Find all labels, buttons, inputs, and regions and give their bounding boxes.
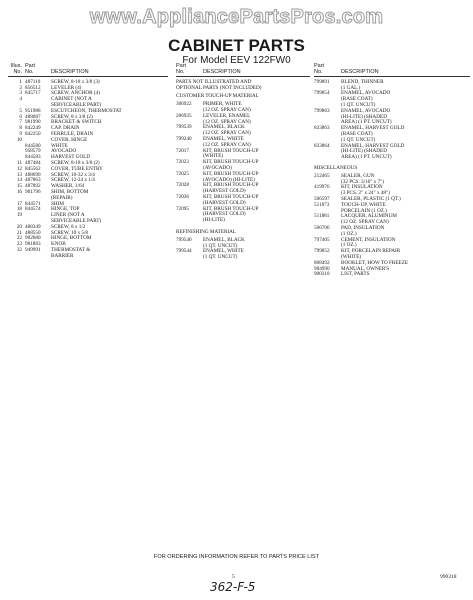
part-number: 306922 bbox=[176, 101, 192, 108]
illus-number: 13 bbox=[16, 171, 22, 178]
part-description: SCREW, 12-24 x 1/4 bbox=[51, 177, 95, 184]
illus-number: 16 bbox=[16, 188, 22, 195]
part-description: LACQUER, ALUMINUM (12 OZ. SPRAY CAN) bbox=[341, 213, 397, 226]
part-description: FERRULE, DRAIN bbox=[51, 130, 94, 137]
part-description: ESCUTCHEON, THERMOSTAT bbox=[51, 107, 122, 114]
section-heading: MISCELLANEOUS bbox=[314, 164, 358, 171]
part-description: BLEND, THINNER (1 GAL.) bbox=[341, 78, 384, 91]
part-number: 488687 bbox=[25, 113, 41, 120]
part-number: 844583 bbox=[25, 154, 41, 161]
illus-number: 10 bbox=[16, 136, 22, 143]
section-heading: REFINISHING MATERIAL bbox=[176, 228, 237, 235]
parts-row bbox=[314, 174, 470, 186]
part-description: SHIM, BOTTOM (REPAIR) bbox=[51, 188, 89, 201]
part-number: 488349 bbox=[25, 223, 41, 230]
part-description: LIST, PARTS bbox=[341, 271, 370, 278]
part-description: SCREW, 8-18 x 3/8 (3) bbox=[51, 78, 100, 85]
parts-row bbox=[176, 195, 310, 207]
illus-number: 20 bbox=[16, 223, 22, 230]
part-number: 808492 bbox=[314, 259, 330, 266]
part-number: 506597 bbox=[314, 195, 330, 202]
part-description: SEALER, PLASTIC (1 QT.) bbox=[341, 195, 401, 202]
part-header-top: Part bbox=[176, 63, 187, 69]
page-subtitle: For Model EEV 122FW0 bbox=[182, 55, 291, 66]
part-number: 842250 bbox=[25, 130, 41, 137]
illus-number: 15 bbox=[16, 183, 22, 190]
part-description: COVER, TUBE ENTRY bbox=[51, 165, 103, 172]
illus-number: 6 bbox=[19, 113, 22, 120]
part-number: 958579 bbox=[25, 148, 41, 155]
part-number: 72095 bbox=[176, 205, 189, 212]
part-description: ENAMEL, HARVEST GOLD (BASE COAT) (1 QT. UNCUT) bbox=[341, 125, 405, 143]
col1-list bbox=[8, 80, 168, 260]
part-description: LEVELER (4) bbox=[51, 84, 82, 91]
column-header bbox=[176, 63, 310, 77]
part-description: ENAMEL, BLACK (1 QT. UNCUT) bbox=[203, 236, 245, 249]
parts-column-1 bbox=[8, 63, 168, 260]
parts-row bbox=[314, 272, 470, 278]
parts-column-3 bbox=[314, 63, 470, 278]
part-number: 72023 bbox=[176, 159, 189, 166]
illus-number: 2 bbox=[19, 84, 22, 91]
part-number: 799540 bbox=[176, 236, 192, 243]
description-header: DESCRIPTION bbox=[203, 69, 241, 75]
part-number: 72025 bbox=[176, 170, 189, 177]
parts-column-2 bbox=[176, 63, 310, 261]
part-description: KIT, PORCELAIN REPAIR (WHITE) bbox=[341, 248, 401, 260]
column-header bbox=[8, 63, 168, 77]
part-description: CEMENT, INSULATION (1 OZ.) bbox=[341, 236, 396, 249]
part-number: 212465 bbox=[314, 172, 330, 179]
part-description: HINGE, TOP bbox=[51, 206, 80, 213]
illus-header-top: Illus. bbox=[10, 63, 22, 69]
illus-number: 17 bbox=[16, 200, 22, 207]
parts-row bbox=[176, 207, 310, 224]
part-description: KIT, BRUSH TOUCH-UP (WHITE) bbox=[203, 147, 259, 160]
part-number: 799544 bbox=[176, 248, 192, 255]
part-number: 72036 bbox=[176, 193, 189, 200]
illus-number: 9 bbox=[19, 130, 22, 137]
part-number: 949991 bbox=[25, 246, 41, 253]
part-description: SCREW, 8 x 1/2 bbox=[51, 223, 86, 230]
part-number: 844580 bbox=[25, 142, 41, 149]
part-description: SCREW, 8 x 3/8 (2) bbox=[51, 113, 93, 120]
parts-row bbox=[314, 80, 470, 92]
part-number: 981796 bbox=[25, 188, 41, 195]
illus-number: 23 bbox=[16, 241, 22, 248]
part-number: 487863 bbox=[25, 177, 41, 184]
page-number: 5 bbox=[232, 574, 235, 580]
parts-row bbox=[314, 109, 470, 126]
handwritten-note: 362-F-5 bbox=[210, 580, 256, 594]
section-heading: CUSTOMER TOUCH-UP MATERIAL bbox=[176, 93, 259, 100]
part-description: BOOKLET, HOW TO FREEZE bbox=[341, 259, 409, 266]
part-number: 799891 bbox=[314, 78, 330, 85]
parts-row bbox=[314, 249, 470, 261]
part-description: HINGE, BOTTOM bbox=[51, 235, 92, 242]
illus-number: 11 bbox=[17, 159, 22, 166]
description-header: DESCRIPTION bbox=[341, 69, 379, 75]
part-description: SCREW, 10 x 5/8 bbox=[51, 229, 88, 236]
col3-list-2 bbox=[314, 174, 470, 278]
part-description: LINER (NOT A SERVICEABLE PART) bbox=[51, 212, 102, 224]
part-number: 856512 bbox=[25, 84, 41, 91]
part-description: PRIMER, WHITE (12 OZ. SPRAY CAN) bbox=[203, 101, 251, 113]
parts-row bbox=[8, 248, 168, 260]
part-number: 799854 bbox=[314, 90, 330, 97]
illus-number: 8 bbox=[19, 125, 22, 132]
parts-row bbox=[314, 126, 470, 143]
illus-number: 19 bbox=[16, 212, 22, 219]
part-number: 72028 bbox=[176, 182, 189, 189]
part-description: HARVEST GOLD bbox=[51, 154, 91, 161]
part-description: ENAMEL, BLACK (12 OZ. SPRAY CAN) bbox=[203, 124, 251, 137]
parts-row bbox=[176, 249, 310, 261]
part-description: ENAMEL, AVOCADO (HI-LITE) (SHADED AREA) (1 PT. UNCUT) bbox=[341, 107, 392, 126]
part-description: PAD, INSULATION (1 OZ.) bbox=[341, 224, 385, 237]
parts-row bbox=[8, 213, 168, 225]
part-number: 799863 bbox=[314, 107, 330, 114]
illus-number: 21 bbox=[16, 229, 22, 236]
col3-list-1 bbox=[314, 80, 470, 161]
part-number: 419976 bbox=[314, 184, 330, 191]
illus-number: 1 bbox=[19, 78, 22, 85]
part-description: SEALER, GUN (32 PCS. 3/16" x 7") bbox=[341, 172, 385, 185]
part-description: ENAMEL, AVOCADO (BASE COAT) (1 QT. UNCUT) bbox=[341, 90, 391, 108]
parts-row bbox=[314, 144, 470, 161]
part-description: KIT, BRUSH TOUCH-UP (HARVEST GOLD) bbox=[203, 193, 259, 206]
parts-row bbox=[176, 137, 310, 149]
illus-number: 3 bbox=[19, 90, 22, 97]
parts-row bbox=[314, 214, 470, 226]
part-number: 488550 bbox=[25, 229, 41, 236]
intro-note: PARTS NOT ILLUSTRATED AND OPTIONAL PARTS (NOT INCLUDED) bbox=[176, 78, 262, 91]
part-number: 900318 bbox=[314, 271, 330, 278]
part-description: SHIM bbox=[51, 200, 64, 207]
part-number: 799539 bbox=[176, 124, 192, 131]
illus-number: 22 bbox=[16, 235, 22, 242]
illus-number: 12 bbox=[16, 165, 22, 172]
part-number: 487892 bbox=[25, 183, 41, 190]
part-number: 844574 bbox=[25, 206, 41, 213]
watermark: www.AppliancePartsPros.com bbox=[89, 6, 384, 28]
part-number: 488690 bbox=[25, 171, 41, 178]
part-description: CAP, DRAIN bbox=[51, 125, 80, 132]
part-description: LEVELER, ENAMEL (12 OZ. SPRAY CAN) bbox=[203, 112, 251, 125]
part-description: ENAMEL, WHITE (12 OZ. SPRAY CAN) bbox=[203, 135, 251, 148]
part-description: KNOB bbox=[51, 241, 66, 248]
part-description: TOUCH-UP, WHITE PORCELAIN (1 OZ.) bbox=[341, 201, 387, 214]
part-number: 981883 bbox=[25, 241, 41, 248]
part-number: 206935 bbox=[176, 112, 192, 119]
part-header-bottom: No. bbox=[176, 69, 185, 76]
part-number: 511881 bbox=[314, 213, 330, 220]
part-number: 797405 bbox=[314, 236, 330, 243]
part-description: SCREW, 10-32 x 3/4 bbox=[51, 171, 95, 178]
part-number: 487484 bbox=[25, 159, 41, 166]
part-number: 844571 bbox=[25, 200, 41, 207]
parts-row bbox=[8, 190, 168, 202]
illus-number: 7 bbox=[19, 119, 22, 126]
illus-number: 5 bbox=[19, 107, 22, 114]
part-number: 506706 bbox=[314, 224, 330, 231]
part-description: KIT, BRUSH TOUCH-UP (AVOCADO) (HI-LITE) bbox=[203, 170, 259, 183]
part-number bbox=[25, 213, 51, 225]
part-description: WHITE bbox=[51, 142, 68, 149]
part-description: MANUAL, OWNER'S bbox=[341, 265, 390, 272]
ordering-footer: FOR ORDERING INFORMATION REFER TO PARTS PRICE LIST bbox=[153, 554, 320, 560]
part-number: 981990 bbox=[25, 119, 41, 126]
illus-number: 32 bbox=[16, 246, 22, 253]
part-description: KIT, BRUSH TOUCH-UP (AVOCADO) bbox=[203, 159, 259, 171]
part-number: 845562 bbox=[25, 165, 41, 172]
part-description: THERMOSTAT & BARRIER bbox=[51, 246, 91, 259]
part-description: KIT, BRUSH TOUCH-UP (HARVEST GOLD) (HI-LITE) bbox=[203, 205, 259, 224]
part-description: ENAMEL, WHITE (1 QT. UNCUT) bbox=[203, 248, 244, 261]
part-description: BRACKET & SWITCH bbox=[51, 119, 102, 126]
part-number: 842249 bbox=[25, 125, 41, 132]
col2-list-1 bbox=[176, 102, 310, 224]
part-header-bottom: No. bbox=[25, 69, 34, 76]
part-number: 511873 bbox=[314, 201, 330, 208]
part-number: 902680 bbox=[25, 235, 41, 242]
part-number: 951988 bbox=[25, 107, 41, 114]
illus-number: 4 bbox=[19, 96, 22, 103]
illus-number: 18 bbox=[16, 206, 22, 213]
part-description: KIT, INSULATION (3 PCS. 2" x 24" x 48") bbox=[341, 184, 390, 197]
part-number: 72017 bbox=[176, 147, 189, 154]
part-description: COVER, HINGE bbox=[51, 136, 88, 143]
part-description: SCREW, 8-18 x 3/8 (2) bbox=[51, 159, 100, 166]
part-header-top: Part bbox=[314, 63, 325, 69]
part-header-bottom: No. bbox=[314, 69, 323, 76]
part-description: KIT, BRUSH TOUCH-UP (HARVEST GOLD) bbox=[203, 182, 259, 195]
part-description: SCREW, ANCHOR (4) bbox=[51, 90, 100, 97]
part-description: ENAMEL, HARVEST GOLD (HI-LITE) (SHADED AREA) (1 PT. UNCUT) bbox=[341, 142, 405, 161]
document-code: 990318 bbox=[440, 574, 457, 580]
column-header bbox=[314, 63, 470, 77]
part-description: WASHER, 1/64 bbox=[51, 183, 85, 190]
part-description: CABINET (NOT A SERVICEABLE PART) bbox=[51, 96, 102, 108]
page-title: CABINET PARTS bbox=[168, 36, 305, 55]
description-header: DESCRIPTION bbox=[51, 69, 89, 75]
col2-list-2 bbox=[176, 238, 310, 261]
part-number: 799852 bbox=[314, 248, 330, 255]
part-description: AVOCADO bbox=[51, 148, 77, 155]
part-number: 833863 bbox=[314, 125, 330, 132]
illus-header-bottom: No. bbox=[13, 69, 22, 76]
parts-row bbox=[314, 91, 470, 108]
part-number: 845717 bbox=[25, 90, 41, 97]
part-number: 984990 bbox=[314, 265, 330, 272]
parts-row bbox=[314, 226, 470, 238]
part-number: 799240 bbox=[176, 135, 192, 142]
illus-number: 14 bbox=[16, 177, 22, 184]
part-header-top: Part bbox=[25, 63, 36, 69]
part-number: 487110 bbox=[25, 78, 41, 85]
part-number: 833864 bbox=[314, 142, 330, 149]
